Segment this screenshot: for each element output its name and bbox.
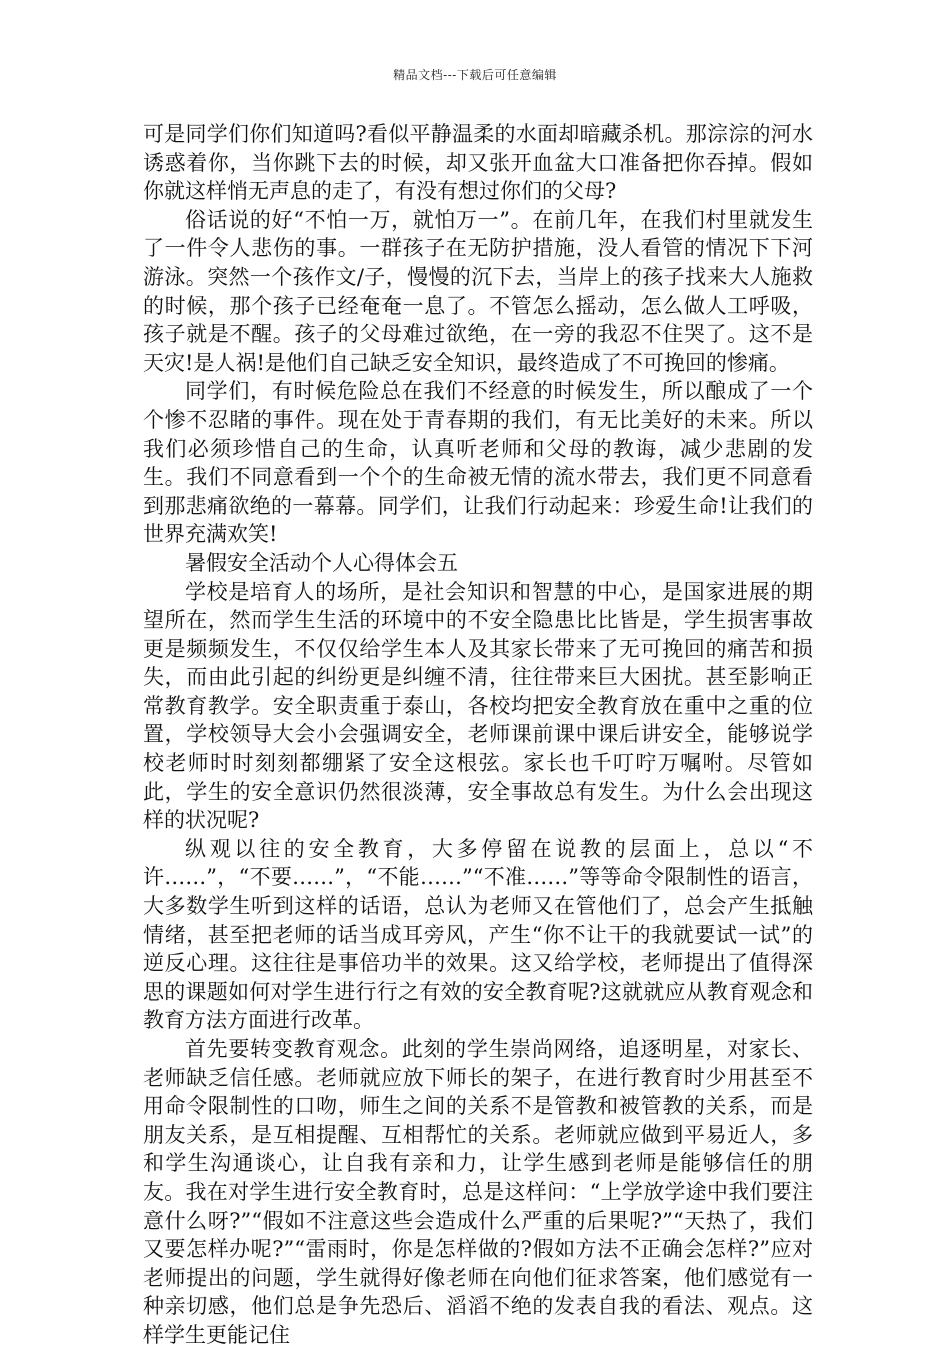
page-header: 精品文档---下载后可任意编辑 — [393, 68, 557, 82]
paragraph-2: 俗话说的好“不怕一万，就怕万一”。在前几年，在我们村里就发生了一件令人悲伤的事。一群孩子在无防护措施，没人看管的情况下下河游泳。突然一个孩作文/子，慢慢的沉下去，当岸上的孩子找来大人施救的时候，那个孩子已经奄奄一息了。不管怎么摇动，怎么做人工呼吸，孩子就是不醒。孩子的父母难过欲绝，在一旁的我忍不住哭了。这不是天灾!是人祸!是他们自己缺乏安全知识，最终造成了不可挽回的惨痛。 — [143, 207, 813, 375]
paragraph-6: 首先要转变教育观念。此刻的学生崇尚网络，追逐明星，对家长、老师缺乏信任感。老师就应放下师长的架子，在进行教育时少用甚至不用命令限制性的口吻，师生之间的关系不是管教和被管教的关系，而是朋友关系，是互相提醒、互相帮忙的关系。老师就应做到平易近人，多和学生沟通谈心，让自我有亲和力，让学生感到老师是能够信任的朋友。我在对学生进行安全教育时，总是这样问：“上学放学途中我们要注意什么呀?”“假如不注意这些会造成什么严重的后果呢?”“天热了，我们又要怎样办呢?”“雷雨时，你是怎样做的?假如方法不正确会怎样?”应对老师提出的问题，学生就得好像老师在向他们征求答案，他们感觉有一种亲切感，他们总是争先恐后、滔滔不绝的发表自我的看法、观点。这样学生更能记住 — [143, 1037, 813, 1347]
section-heading: 暑假安全活动个人心得体会五 — [185, 550, 458, 575]
paragraph-3: 同学们，有时候危险总在我们不经意的时候发生，所以酿成了一个个惨不忍睹的事件。现在处于青春期的我们，有无比美好的未来。所以我们必须珍惜自己的生命，认真听老师和父母的教诲，减少悲剧的发生。我们不同意看到一个个的生命被无情的流水带去，我们更不同意看到那悲痛欲绝的一幕幕。同学们，让我们行动起来：珍爱生命!让我们的世界充满欢笑! — [143, 379, 813, 547]
paragraph-4: 学校是培育人的场所，是社会知识和智慧的中心，是国家进展的期望所在，然而学生生活的环境中的不安全隐患比比皆是，学生损害事故更是频频发生，不仅仅给学生本人及其家长带来了无可挽回的痛苦和损失，而由此引起的纠纷更是纠缠不清，往往带来巨大困扰。甚至影响正常教育教学。安全职责重于泰山，各校均把安全教育放在重中之重的位置，学校领导大会小会强调安全，老师课前课中课后讲安全，能够说学校老师时时刻刻都绷紧了安全这根弦。家长也千叮咛万嘱咐。尽管如此，学生的安全意识仍然很淡薄，安全事故总有发生。为什么会出现这样的状况呢? — [143, 579, 813, 833]
document-body — [143, 120, 813, 1350]
paragraph-5: 纵观以往的安全教育，大多停留在说教的层面上，总以“不许……”，“不要……”，“不能……”“不准……”等等命令限制性的语言，大多数学生听到这样的话语，总认为老师又在管他们了，总会产生抵触情绪，甚至把老师的话当成耳旁风，产生“你不让干的我就要试一试”的逆反心理。这往往是事倍功半的效果。这又给学校，老师提出了值得深思的课题如何对学生进行行之有效的安全教育呢?这就就应从教育观念和教育方法方面进行改革。 — [143, 836, 813, 1033]
paragraph-1: 可是同学们你们知道吗?看似平静温柔的水面却暗藏杀机。那淙淙的河水诱惑着你，当你跳下去的时候，却又张开血盆大口准备把你吞掉。假如你就这样悄无声息的走了，有没有想过你们的父母? — [143, 122, 813, 204]
